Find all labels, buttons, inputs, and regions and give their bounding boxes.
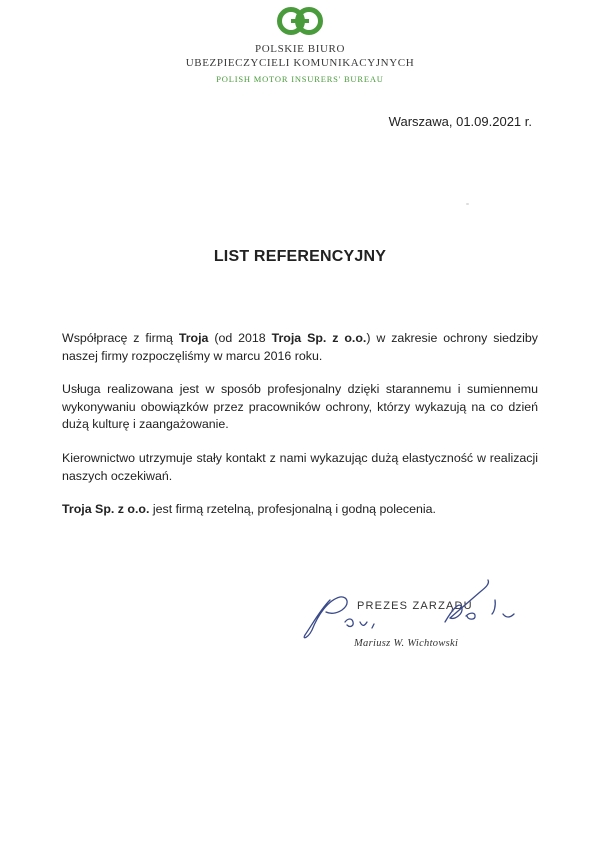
document-title: LIST REFERENCYJNY (213, 248, 387, 265)
p4-text: jest firmą rzetelną, profesjonalną i godną polecenia. (149, 502, 436, 517)
scan-speck (466, 203, 469, 205)
letter-body (62, 330, 538, 535)
p1-text: Współpracę z firmą (62, 331, 179, 345)
place-and-date: Warszawa, 01.09.2021 r. (388, 114, 532, 129)
p1-text: ) w zakresie ochrony siedziby naszej firmy rozpoczęliśmy w marcu 2016 roku. (62, 331, 538, 363)
paragraph-2: Usługa realizowana jest w sposób profesjonalny dzięki starannemu i sumiennemu wykonywaniu obowiązków przez pracowników ochrony, którzy wykazują na co dzień dużą kulturę i zaangażowanie. (62, 382, 538, 432)
org-name-line2: UBEZPIECZYCIELI KOMUNIKACYJNYCH (185, 57, 415, 69)
signatory-name-stamp: Mariusz W. Wichtowski (354, 638, 459, 649)
paragraph-1 (62, 330, 538, 365)
org-name-english: POLISH MOTOR INSURERS' BUREAU (216, 74, 384, 84)
p1-company-full-name: Troja Sp. z o.o. (271, 331, 367, 345)
signatory-role: PREZES ZARZĄDU (357, 600, 473, 612)
p4-company-name: Troja Sp. z o.o. (62, 502, 150, 517)
paragraph-4 (62, 501, 538, 519)
p1-text: (od 2018 (208, 331, 272, 345)
pbuk-logo-icon (276, 6, 324, 36)
handwritten-signature (290, 570, 530, 650)
paragraph-3: Kierownictwo utrzymuje stały kontakt z nami wykazując dużą elastyczność w realizacji naszych oczekiwań. (62, 450, 538, 483)
p1-company-name: Troja (178, 331, 209, 345)
org-name-line1: POLSKIE BIURO (255, 43, 345, 55)
